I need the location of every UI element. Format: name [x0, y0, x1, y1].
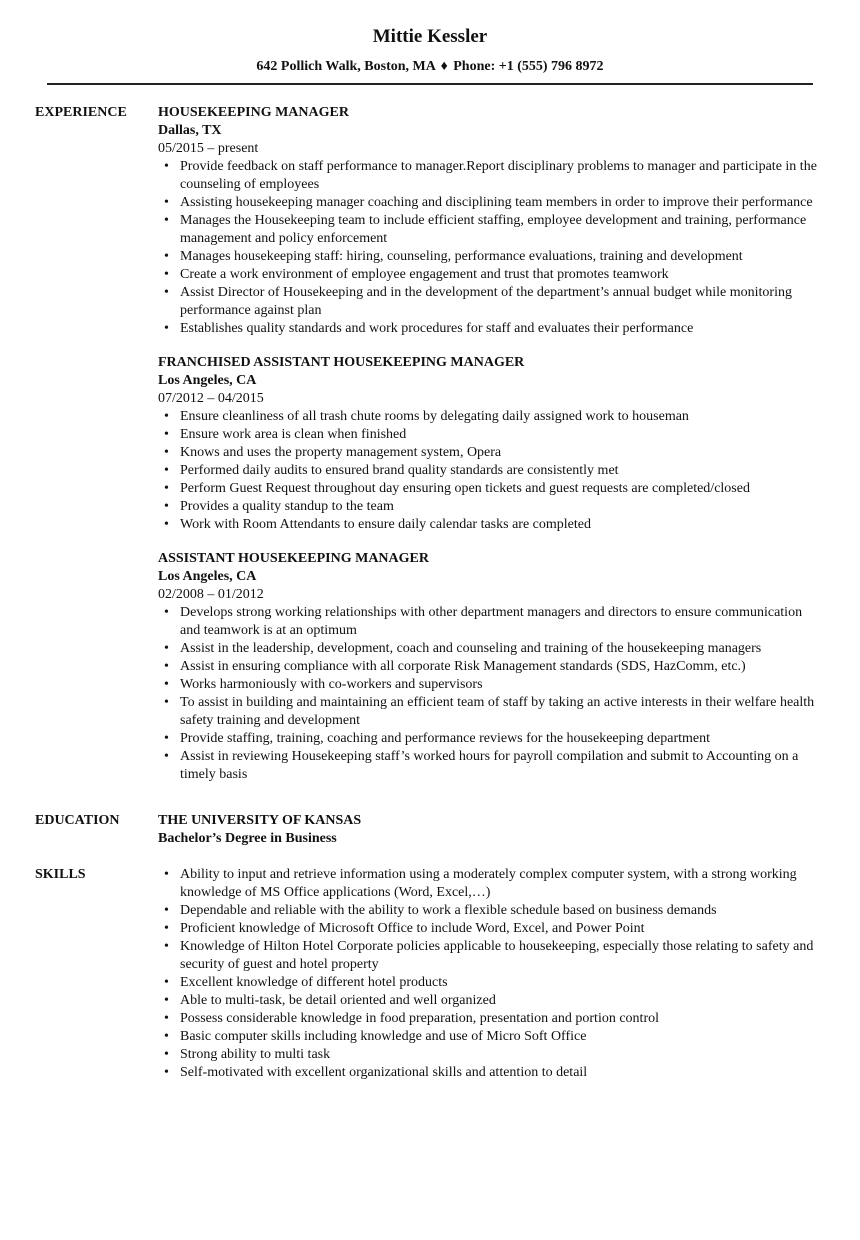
- bullet-icon: •: [164, 975, 169, 990]
- section-label-experience: EXPERIENCE: [35, 105, 127, 120]
- bullet-icon: •: [164, 749, 169, 764]
- job-bullets: [158, 158, 820, 338]
- job-entry: [158, 354, 820, 534]
- bullet-icon: •: [164, 409, 169, 424]
- bullet-icon: •: [164, 517, 169, 532]
- list-item: [164, 1010, 820, 1028]
- bullet-icon: •: [164, 445, 169, 460]
- skill-text: Excellent knowledge of different hotel products: [180, 975, 448, 990]
- list-item: [164, 212, 820, 248]
- list-item: [164, 516, 820, 534]
- bullet-icon: •: [164, 321, 169, 336]
- list-item: [164, 1046, 820, 1064]
- degree: Bachelor’s Degree in Business: [158, 831, 337, 846]
- skills-section: [35, 866, 820, 1082]
- list-item: [164, 1064, 820, 1082]
- bullet-text: Establishes quality standards and work procedures for staff and evaluates their performance: [180, 321, 694, 336]
- skill-text: Proficient knowledge of Microsoft Office to include Word, Excel, and Power Point: [180, 921, 645, 936]
- job-entry: [158, 550, 820, 784]
- bullet-icon: •: [164, 481, 169, 496]
- job-location: Dallas, TX: [158, 123, 222, 138]
- list-item: [164, 640, 820, 658]
- bullet-icon: •: [164, 213, 169, 228]
- diamond-separator-icon: ♦: [440, 59, 448, 74]
- bullet-text: Perform Guest Request throughout day ensuring open tickets and guest requests are completed/closed: [180, 481, 750, 496]
- bullet-text: Ensure cleanliness of all trash chute rooms by delegating daily assigned work to houseman: [180, 409, 689, 424]
- bullet-text: To assist in building and maintaining an efficient team of staff by taking an active interests in their welfare health safety training and development: [180, 695, 815, 728]
- list-item: [164, 694, 820, 730]
- skill-text: Able to multi-task, be detail oriented and well organized: [180, 993, 496, 1008]
- list-item: [164, 320, 820, 338]
- phone: Phone: +1 (555) 796 8972: [453, 59, 604, 74]
- bullet-icon: •: [164, 731, 169, 746]
- bullet-icon: •: [164, 267, 169, 282]
- job-title: FRANCHISED ASSISTANT HOUSEKEEPING MANAGER: [158, 355, 525, 370]
- bullet-text: Create a work environment of employee engagement and trust that promotes teamwork: [180, 267, 669, 282]
- education-section: [35, 812, 820, 848]
- list-item: [164, 604, 820, 640]
- address: 642 Pollich Walk, Boston, MA: [256, 59, 436, 74]
- job-dates: 07/2012 – 04/2015: [158, 391, 264, 406]
- list-item: [164, 284, 820, 320]
- list-item: [164, 658, 820, 676]
- experience-body: [158, 104, 820, 784]
- skills-body: [158, 866, 820, 1082]
- list-item: [164, 266, 820, 284]
- list-item: [164, 1028, 820, 1046]
- job-dates: 05/2015 – present: [158, 141, 259, 156]
- bullet-text: Work with Room Attendants to ensure daily calendar tasks are completed: [180, 517, 591, 532]
- bullet-text: Works harmoniously with co-workers and supervisors: [180, 677, 483, 692]
- bullet-icon: •: [164, 1011, 169, 1026]
- bullet-icon: •: [164, 499, 169, 514]
- bullet-icon: •: [164, 249, 169, 264]
- skills-list: [158, 866, 820, 1082]
- bullet-text: Performed daily audits to ensured brand quality standards are consistently met: [180, 463, 619, 478]
- list-item: [164, 866, 820, 902]
- skill-text: Basic computer skills including knowledge and use of Micro Soft Office: [180, 1029, 587, 1044]
- list-item: [164, 444, 820, 462]
- skill-text: Self-motivated with excellent organizational skills and attention to detail: [180, 1065, 588, 1080]
- bullet-icon: •: [164, 903, 169, 918]
- section-label-education: EDUCATION: [35, 813, 120, 828]
- job-bullets: [158, 408, 820, 534]
- list-item: [164, 730, 820, 748]
- bullet-text: Manages housekeeping staff: hiring, counseling, performance evaluations, training and development: [180, 249, 743, 264]
- skill-text: Strong ability to multi task: [180, 1047, 331, 1062]
- bullet-text: Provide staffing, training, coaching and performance reviews for the housekeeping department: [180, 731, 711, 746]
- candidate-name: Mittie Kessler: [372, 26, 488, 47]
- bullet-text: Ensure work area is clean when finished: [180, 427, 407, 442]
- bullet-icon: •: [164, 195, 169, 210]
- experience-section: [35, 104, 820, 784]
- list-item: [164, 408, 820, 426]
- list-item: [164, 938, 820, 974]
- list-item: [164, 158, 820, 194]
- job-title: HOUSEKEEPING MANAGER: [158, 105, 349, 120]
- skill-text: Dependable and reliable with the ability to work a flexible schedule based on business demands: [180, 903, 717, 918]
- bullet-icon: •: [164, 463, 169, 478]
- bullet-text: Provide feedback on staff performance to manager.Report disciplinary problems to manager and participate in the counseling of employees: [180, 159, 817, 192]
- bullet-icon: •: [164, 921, 169, 936]
- bullet-text: Knows and uses the property management system, Opera: [180, 445, 502, 460]
- bullet-text: Assist in the leadership, development, coach and counseling and training of the housekeeping managers: [180, 641, 762, 656]
- list-item: [164, 498, 820, 516]
- job-location: Los Angeles, CA: [158, 373, 257, 388]
- list-item: [164, 992, 820, 1010]
- bullet-icon: •: [164, 427, 169, 442]
- header-divider: [47, 83, 813, 85]
- bullet-icon: •: [164, 1047, 169, 1062]
- job-bullets: [158, 604, 820, 784]
- bullet-icon: •: [164, 159, 169, 174]
- bullet-icon: •: [164, 659, 169, 674]
- list-item: [164, 248, 820, 266]
- bullet-icon: •: [164, 1065, 169, 1080]
- school-name: THE UNIVERSITY OF KANSAS: [158, 813, 362, 828]
- list-item: [164, 748, 820, 784]
- section-label-skills: SKILLS: [35, 867, 86, 882]
- resume-header: [0, 0, 860, 85]
- list-item: [164, 426, 820, 444]
- bullet-text: Develops strong working relationships with other department managers and directors to ensure communication and teamwork is at an optimum: [180, 605, 803, 638]
- list-item: [164, 974, 820, 992]
- contact-line: [0, 58, 860, 76]
- list-item: [164, 920, 820, 938]
- job-entry: [158, 104, 820, 338]
- bullet-icon: •: [164, 1029, 169, 1044]
- bullet-text: Assist Director of Housekeeping and in the development of the department’s annual budget while monitoring performance against plan: [180, 285, 792, 318]
- bullet-icon: •: [164, 695, 169, 710]
- bullet-icon: •: [164, 677, 169, 692]
- list-item: [164, 480, 820, 498]
- job-location: Los Angeles, CA: [158, 569, 257, 584]
- bullet-icon: •: [164, 285, 169, 300]
- bullet-text: Provides a quality standup to the team: [180, 499, 394, 514]
- bullet-icon: •: [164, 605, 169, 620]
- bullet-icon: •: [164, 867, 169, 882]
- bullet-text: Assist in ensuring compliance with all corporate Risk Management standards (SDS, HazComm, etc.): [180, 659, 746, 674]
- bullet-text: Manages the Housekeeping team to include efficient staffing, employee development and training, performance management and policy enforcement: [180, 213, 807, 246]
- bullet-icon: •: [164, 939, 169, 954]
- list-item: [164, 676, 820, 694]
- bullet-text: Assisting housekeeping manager coaching and disciplining team members in order to improve their performance: [180, 195, 813, 210]
- list-item: [164, 194, 820, 212]
- skill-text: Knowledge of Hilton Hotel Corporate policies applicable to housekeeping, especially those relating to safety and security of guest and hotel property: [180, 939, 814, 972]
- list-item: [164, 902, 820, 920]
- job-title: ASSISTANT HOUSEKEEPING MANAGER: [158, 551, 429, 566]
- bullet-icon: •: [164, 641, 169, 656]
- education-body: [158, 812, 820, 848]
- list-item: [164, 462, 820, 480]
- skill-text: Possess considerable knowledge in food preparation, presentation and portion control: [180, 1011, 659, 1026]
- bullet-icon: •: [164, 993, 169, 1008]
- bullet-text: Assist in reviewing Housekeeping staff’s worked hours for payroll compilation and submit to Accounting on a timely basis: [180, 749, 799, 782]
- skill-text: Ability to input and retrieve information using a moderately complex computer system, with a strong working knowledge of MS Office applications (Word, Excel,…): [180, 867, 797, 900]
- job-dates: 02/2008 – 01/2012: [158, 587, 264, 602]
